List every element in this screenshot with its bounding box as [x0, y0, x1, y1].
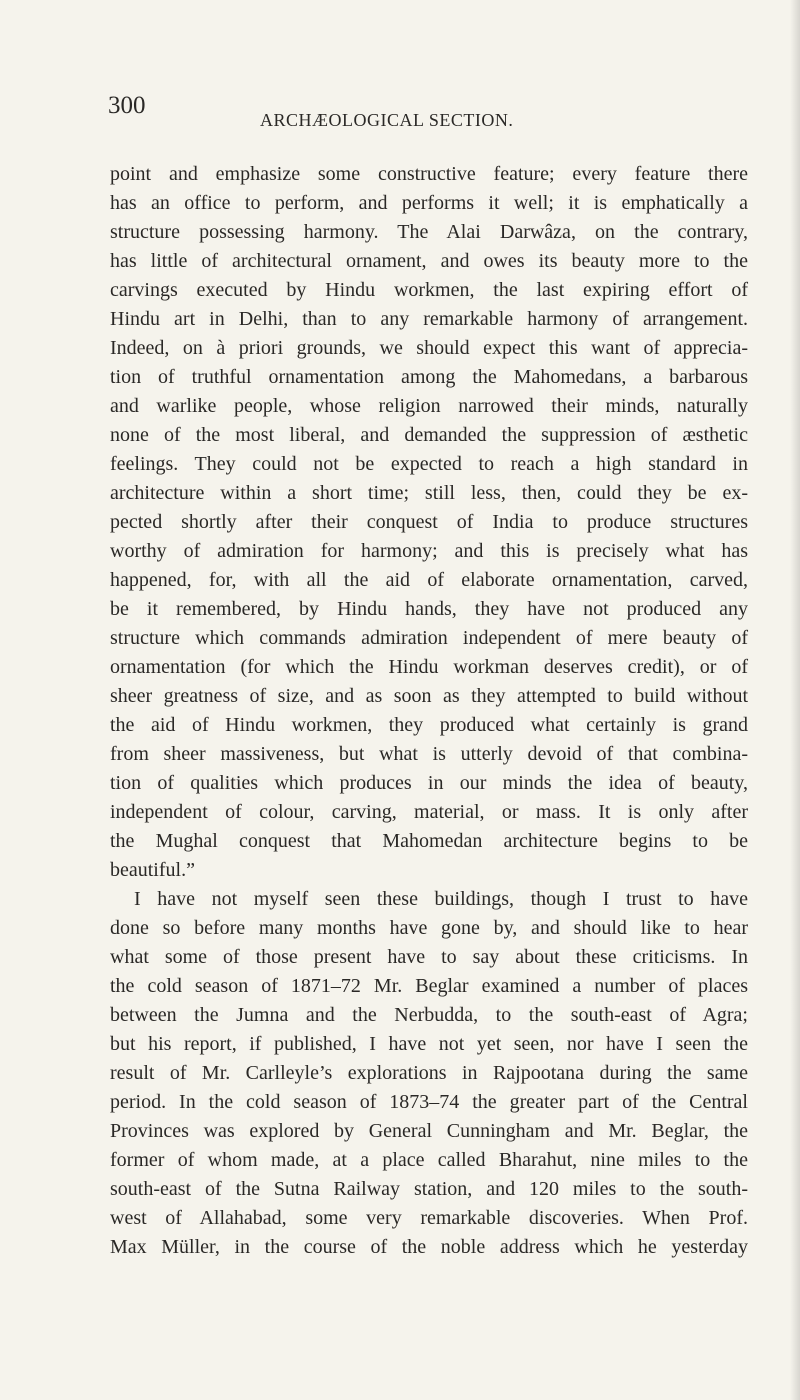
text-line: and warlike people, whose religion narrowed their minds, naturally: [110, 395, 748, 417]
text-line: feelings. They could not be expected to reach a high standard in: [110, 453, 748, 475]
text-line: south-east of the Sutna Railway station, and 120 miles to the south-: [110, 1178, 748, 1200]
text-line: be it remembered, by Hindu hands, they have not produced any: [110, 598, 748, 620]
text-line: ornamentation (for which the Hindu workman deserves credit), or of: [110, 656, 748, 678]
text-line: sheer greatness of size, and as soon as they attempted to build without: [110, 685, 748, 707]
text-line: period. In the cold season of 1873–74 the greater part of the Central: [110, 1091, 748, 1113]
text-line: structure possessing harmony. The Alai Darwâza, on the contrary,: [110, 221, 748, 243]
text-line: carvings executed by Hindu workmen, the last expiring effort of: [110, 279, 748, 301]
text-line: result of Mr. Carlleyle’s explorations in Rajpootana during the same: [110, 1062, 748, 1084]
text-line: none of the most liberal, and demanded the suppression of æsthetic: [110, 424, 748, 446]
text-line: has an office to perform, and performs it well; it is emphatically a: [110, 192, 748, 214]
page-edge-shadow: [790, 0, 800, 1400]
paragraph-end-line: beautiful.”: [110, 859, 195, 881]
text-line: has little of architectural ornament, and owes its beauty more to the: [110, 250, 748, 272]
text-line: but his report, if published, I have not yet seen, nor have I seen the: [110, 1033, 748, 1055]
paragraph-start-line: I have not myself seen these buildings, though I trust to have: [134, 888, 748, 910]
text-line: Provinces was explored by General Cunningham and Mr. Beglar, the: [110, 1120, 748, 1142]
text-line: pected shortly after their conquest of India to produce structures: [110, 511, 748, 533]
text-line: what some of those present have to say about these criticisms. In: [110, 946, 748, 968]
text-line: between the Jumna and the Nerbudda, to the south-east of Agra;: [110, 1004, 748, 1026]
text-line: worthy of admiration for harmony; and this is precisely what has: [110, 540, 748, 562]
text-line: former of whom made, at a place called Bharahut, nine miles to the: [110, 1149, 748, 1171]
text-line: the aid of Hindu workmen, they produced what certainly is grand: [110, 714, 748, 736]
text-line: structure which commands admiration independent of mere beauty of: [110, 627, 748, 649]
text-line: the cold season of 1871–72 Mr. Beglar examined a number of places: [110, 975, 748, 997]
text-line: from sheer massiveness, but what is utterly devoid of that combina-: [110, 743, 748, 765]
body-text: [110, 160, 748, 1262]
text-line: the Mughal conquest that Mahomedan architecture begins to be: [110, 830, 748, 852]
text-line: independent of colour, carving, material, or mass. It is only after: [110, 801, 748, 823]
text-line: Indeed, on à priori grounds, we should expect this want of apprecia-: [110, 337, 748, 359]
text-line: west of Allahabad, some very remarkable discoveries. When Prof.: [110, 1207, 748, 1229]
text-line: done so before many months have gone by, and should like to hear: [110, 917, 748, 939]
text-line: point and emphasize some constructive feature; every feature there: [110, 163, 748, 185]
text-line: tion of qualities which produces in our minds the idea of beauty,: [110, 772, 748, 794]
text-line: architecture within a short time; still less, then, could they be ex-: [110, 482, 748, 504]
text-line: happened, for, with all the aid of elaborate ornamentation, carved,: [110, 569, 748, 591]
page-number: 300: [108, 92, 146, 119]
text-line: Hindu art in Delhi, than to any remarkable harmony of arrangement.: [110, 308, 748, 330]
text-line: Max Müller, in the course of the noble address which he yesterday: [110, 1236, 748, 1258]
text-line: tion of truthful ornamentation among the Mahomedans, a barbarous: [110, 366, 748, 388]
running-head: ARCHÆOLOGICAL SECTION.: [260, 110, 514, 130]
